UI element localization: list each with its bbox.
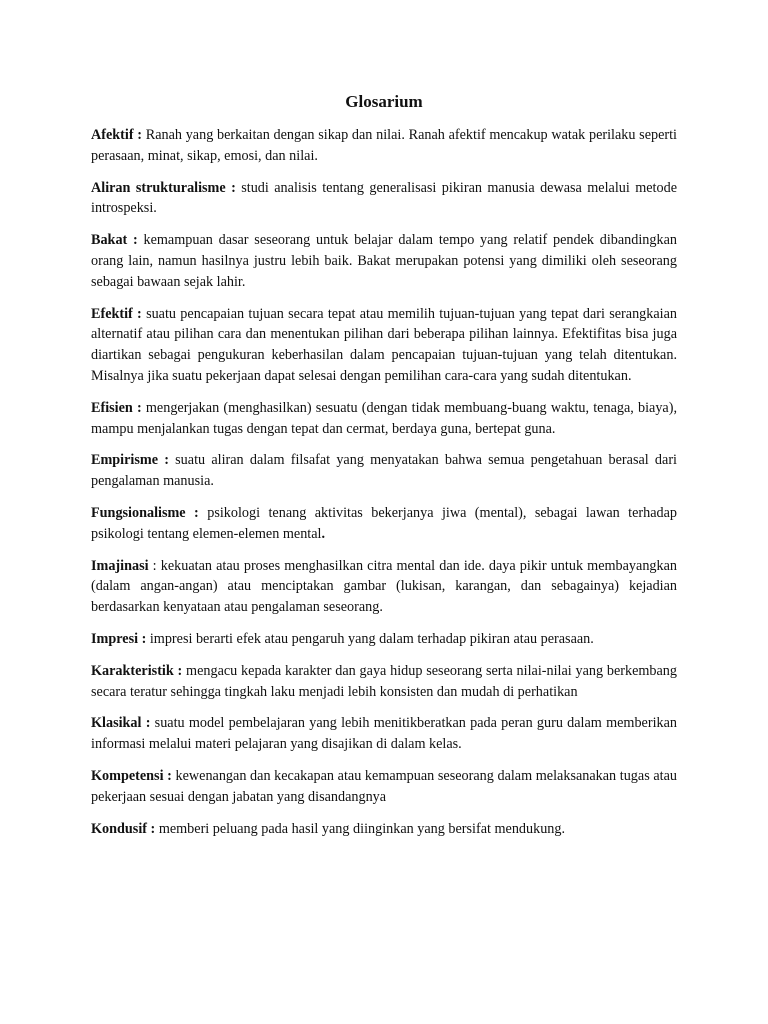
glossary-definition: psikologi tenang aktivitas bekerjanya jiwa (mental), sebagai lawan terhadap psikologi tentang elemen-elemen mental [91, 504, 678, 542]
glossary-term: Efektif : [91, 305, 142, 322]
glossary-term: Kondusif : [91, 820, 156, 837]
glossary-entry-kondusif [91, 819, 677, 840]
document-page [91, 91, 677, 850]
page-title: Glosarium [345, 92, 423, 111]
glossary-term: Afektif : [91, 127, 143, 143]
glossary-definition: impresi berarti efek atau pengaruh yang dalam terhadap pikiran atau perasaan. [146, 630, 594, 647]
glossary-term: Bakat : [91, 232, 138, 249]
glossary-term: Fungsionalisme : [91, 504, 199, 521]
glossary-definition: mengerjakan (menghasilkan) sesuatu (dengan tidak membuang-buang waktu, tenaga, biaya), mampu menjalankan tugas dengan tepat dan cermat, berdaya guna, bertepat guna. [91, 399, 677, 437]
glossary-definition: memberi peluang pada hasil yang diinginkan yang bersifat mendukung. [155, 820, 566, 837]
glossary-term: Klasikal : [91, 715, 151, 732]
glossary-term: Karakteristik : [91, 662, 183, 679]
glossary-entry-kompetensi [91, 766, 677, 808]
glossary-definition: mengacu kepada karakter dan gaya hidup seseorang serta nilai-nilai yang berkembang secara teratur sehingga tingkah laku menjadi lebih konsisten dan mudah di perhatikan [91, 662, 677, 700]
glossary-entry-fungsionalisme [91, 503, 677, 545]
glossary-term: Kompetensi : [91, 767, 172, 784]
glossary-term: Efisien : [91, 399, 142, 416]
glossary-definition: suatu aliran dalam filsafat yang menyatakan bahwa semua pengetahuan berasal dari pengalaman manusia. [91, 452, 677, 490]
glossary-entry-efisien [91, 398, 677, 440]
glossary-definition: suatu model pembelajaran yang lebih menitikberatkan pada peran guru dalam memberikan informasi melalui materi pelajaran yang disajikan di dalam kelas. [91, 715, 677, 753]
glossary-entry-aliran-strukturalisme [91, 178, 677, 220]
glossary-definition: kemampuan dasar seseorang untuk belajar dalam tempo yang relatif pendek dibandingkan orang lain, namun hasilnya justru lebih baik. Bakat merupakan potensi yang dimiliki oleh seseorang sebagai bawaan sejak lahir. [91, 232, 677, 290]
glossary-definition: : kekuatan atau proses menghasilkan citra mental dan ide. daya pikir untuk membayangkan (dalam angan-angan) atau menciptakan gambar (lukisan, karangan, dan sebagainya) kejadian berdasarkan kenyataan atau pengalaman seseorang. [91, 557, 677, 616]
glossary-term: Imajinasi [91, 557, 149, 574]
glossary-term: Aliran strukturalisme : [91, 179, 236, 196]
glossary-definition: kewenangan dan kecakapan atau kemampuan seseorang dalam melaksanakan tugas atau pekerjaan sesuai dengan jabatan yang disandangnya [91, 767, 677, 805]
glossary-term: Impresi : [91, 630, 147, 647]
glossary-entry-efektif [91, 304, 677, 387]
glossary-entry-afektif [91, 125, 677, 167]
glossary-entry-bakat [91, 230, 677, 292]
glossary-trailing-period: . [321, 525, 326, 542]
glossary-entry-impresi [91, 629, 677, 650]
glossary-definition: suatu pencapaian tujuan secara tepat atau memilih tujuan-tujuan yang tepat dari serangkaian alternatif atau pilihan cara dan menentukan pilihan dari beberapa pilihan lainnya. Efektifitas bisa juga diartikan sebagai pengukuran keberhasilan dalam pencapaian tujuan-tujuan yang telah ditentukan. Misalnya jika suatu pekerjaan dapat selesai dengan pemilihan cara-cara yang sudah ditentukan. [91, 305, 677, 384]
glossary-term: Empirisme : [91, 452, 169, 469]
glossary-entry-imajinasi [91, 556, 677, 618]
glossary-entry-karakteristik [91, 661, 677, 703]
glossary-definition: Ranah yang berkaitan dengan sikap dan nilai. Ranah afektif mencakup watak perilaku seperti perasaan, minat, sikap, emosi, dan nilai. [91, 127, 678, 164]
glossary-definition: studi analisis tentang generalisasi pikiran manusia dewasa melalui metode introspeksi. [91, 179, 677, 217]
glossary-entry-empirisme [91, 450, 677, 492]
glossary-entry-klasikal [91, 713, 677, 755]
